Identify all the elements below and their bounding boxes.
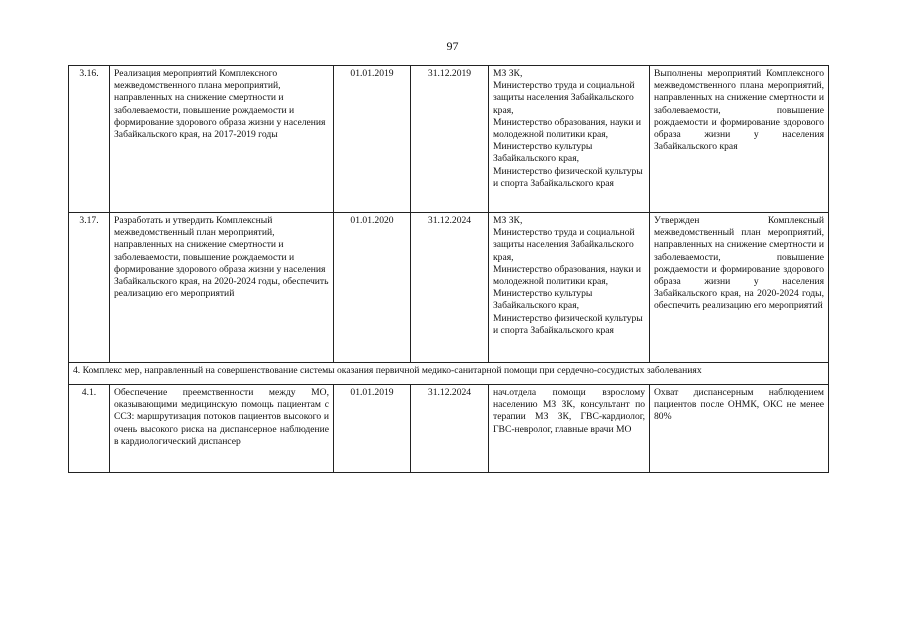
section-heading: 4. Комплекс мер, направленный на совершенствование системы оказания первичной медико-санитарной помощи при сердечно-сосудистых заболеваниях [69, 363, 829, 385]
table-row [69, 213, 829, 363]
section-row [69, 363, 829, 385]
start-date: 01.01.2020 [334, 213, 411, 363]
row-number: 4.1. [69, 385, 110, 473]
measures-table [68, 65, 829, 473]
result-text: Утвержден Комплексный межведомственный план мероприятий, направленных на снижение смертности и заболеваемости, повышение рождаемости и формирование здорового образа жизни у населения Забайкальского края, на 2020-2024 годы, обеспечить реализацию его мероприятий [650, 213, 829, 363]
start-date: 01.01.2019 [334, 385, 411, 473]
measure-text: Реализация мероприятий Комплексного межведомственного плана мероприятий, направленных на снижение смертности и заболеваемости, повышение рождаемости и формирование здорового образа жизни у населения Забайкальского края, на 2017-2019 годы [110, 66, 334, 213]
measure-text: Обеспечение преемственности между МО, оказывающими медицинскую помощь пациентам с ССЗ: маршрутизация потоков пациентов высокого и очень высокого риска на диспансерное наблюдение в кардиологический диспансер [110, 385, 334, 473]
table-row [69, 385, 829, 473]
table-row [69, 66, 829, 213]
start-date: 01.01.2019 [334, 66, 411, 213]
end-date: 31.12.2024 [411, 213, 489, 363]
measure-text: Разработать и утвердить Комплексный межведомственный план мероприятий, направленных на снижение смертности и заболеваемости, повышение рождаемости и формирование здорового образа жизни у населения Забайкальского края, на 2020-2024 годы, обеспечить реализацию его мероприятий [110, 213, 334, 363]
end-date: 31.12.2019 [411, 66, 489, 213]
executors-text: МЗ ЗК, Министерство труда и социальной защиты населения Забайкальского края, Министерство образования, науки и молодежной политики края, Министерство культуры Забайкальского края, Министерство физической культуры и спорта Забайкальского края [489, 213, 650, 363]
end-date: 31.12.2024 [411, 385, 489, 473]
executors-text: нач.отдела помощи взрослому населению МЗ ЗК, консультант по терапии МЗ ЗК, ГВС-кардиолог, ГВС-невролог, главные врачи МО [489, 385, 650, 473]
executors-text: МЗ ЗК, Министерство труда и социальной защиты населения Забайкальского края, Министерство образования, науки и молодежной политики края, Министерство культуры Забайкальского края, Министерство физической культуры и спорта Забайкальского края [489, 66, 650, 213]
page-number: 97 [446, 39, 459, 53]
result-text: Выполнены мероприятий Комплексного межведомственного плана мероприятий, направленных на снижение смертности и заболеваемости, повышение рождаемости и формирование здорового образа жизни у населения Забайкальского края [650, 66, 829, 213]
result-text: Охват диспансерным наблюдением пациентов после ОНМК, ОКС не менее 80% [650, 385, 829, 473]
row-number: 3.16. [69, 66, 110, 213]
row-number: 3.17. [69, 213, 110, 363]
